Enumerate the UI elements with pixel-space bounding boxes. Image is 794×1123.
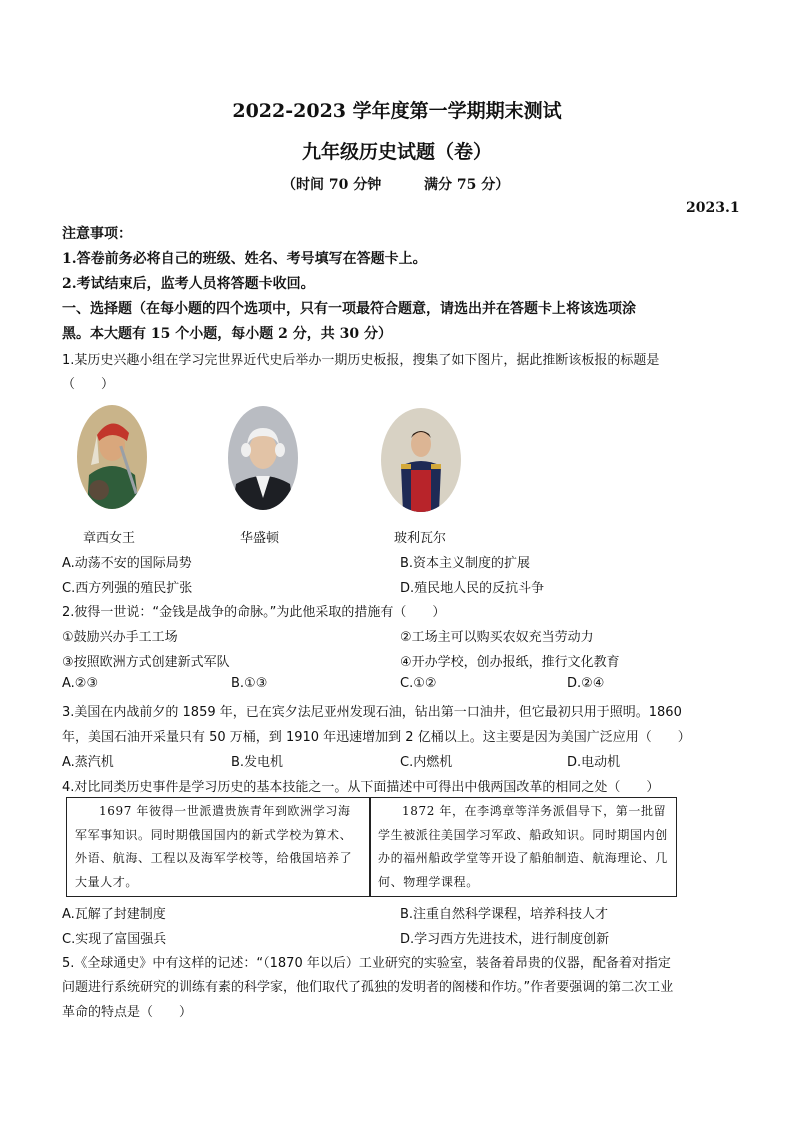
q4-russia-box — [66, 797, 371, 897]
caption-bolivar: 玻利瓦尔 — [394, 531, 447, 546]
q2-item-3: ③按照欧洲方式创建新式军队 — [62, 655, 230, 670]
section1-heading-line2: 黑。本大题有 15 个小题，每小题 2 分，共 30 分） — [62, 326, 392, 342]
time-info: （时间 70 分钟 — [282, 177, 382, 193]
note-item-2: 2.考试结束后，监考人员将答题卡收回。 — [62, 276, 315, 292]
section1-heading-line1: 一、选择题（在每小题的四个选项中，只有一项最符合题意，请选出并在答题卡上将该选项涂 — [62, 301, 636, 317]
q2-item-4: ④开办学校，创办报纸，推行文化教育 — [400, 655, 620, 670]
note-item-1: 1.答卷前务必将自己的班级、姓名、考号填写在答题卡上。 — [62, 251, 427, 267]
q2-item-1: ①鼓励兴办手工工场 — [62, 630, 178, 645]
caption-washington: 华盛顿 — [240, 531, 280, 546]
q1-option-a: A.动荡不安的国际局势 — [62, 556, 192, 571]
portrait-bolivar — [381, 408, 461, 512]
q3-option-d: D.电动机 — [567, 755, 621, 770]
q2-option-a: A.②③ — [62, 676, 99, 691]
q5-stem-line3: 革命的特点是（ ） — [62, 1005, 193, 1020]
q2-option-c: C.①② — [400, 676, 437, 691]
q4-stem: 4.对比同类历史事件是学习历史的基本技能之一。从下面描述中可得出中俄两国改革的相同之处（ ） — [62, 780, 660, 795]
q4-option-b: B.注重自然科学课程，培养科技人才 — [400, 907, 609, 922]
q1-stem-line1: 1.某历史兴趣小组在学习完世界近代史后举办一期历史板报，搜集了如下图片，据此推断该板报的标题是 — [62, 353, 660, 368]
q4-russia-text: 1697 年彼得一世派遣贵族青年到欧洲学习海军军事知识。同时期俄国国内的新式学校为算术、外语、航海、工程以及海军学校等，给俄国培养了大量人才。 — [75, 804, 353, 889]
q3-stem-line1: 3.美国在内战前夕的 1859 年，已在宾夕法尼亚州发现石油，钻出第一口油井，但它最初只用于照明。1860 — [62, 705, 682, 720]
caption-rani: 章西女王 — [83, 531, 136, 546]
q2-stem: 2.彼得一世说：“金钱是战争的命脉。”为此他采取的措施有（ ） — [62, 605, 446, 620]
q5-stem-line2: 问题进行系统研究的训练有素的科学家，他们取代了孤独的发明者的阁楼和作坊。”作者要强调的第二次工业 — [62, 980, 674, 995]
q2-option-b: B.①③ — [231, 676, 268, 691]
q4-option-a: A.瓦解了封建制度 — [62, 907, 166, 922]
q4-option-c: C.实现了富国强兵 — [62, 932, 167, 947]
portrait-rani-of-jhansi — [77, 405, 147, 509]
notes-heading: 注意事项： — [62, 226, 132, 242]
q1-option-b: B.资本主义制度的扩展 — [400, 556, 531, 571]
q3-option-a: A.蒸汽机 — [62, 755, 114, 770]
exam-title: 2022-2023 学年度第一学期期末测试 — [232, 100, 562, 122]
q3-option-b: B.发电机 — [231, 755, 284, 770]
exam-date: 2023.1 — [686, 200, 740, 216]
q4-china-text: 1872 年，在李鸿章等洋务派倡导下，第一批留学生被派往美国学习军政、船政知识。同时期国内创办的福州船政学堂等开设了船舶制造、航海理论、几何、物理学课程。 — [378, 804, 668, 889]
portrait-washington — [228, 406, 298, 510]
q5-stem-line1: 5.《全球通史》中有这样的记述：“（1870 年以后）工业研究的实验室，装备着昂贵的仪器，配备着对指定 — [62, 956, 671, 971]
exam-subtitle: 九年级历史试题（卷） — [301, 141, 492, 163]
q3-stem-line2: 年，美国石油开采量只有 50 万桶，到 1910 年迅速增加到 2 亿桶以上。这主要是因为美国广泛应用（ ） — [62, 730, 691, 745]
q4-china-box — [369, 797, 677, 897]
q1-stem-line2: （ ） — [62, 377, 115, 392]
q2-option-d: D.②④ — [567, 676, 605, 691]
q4-option-d: D.学习西方先进技术，进行制度创新 — [400, 932, 610, 947]
score-info: 满分 75 分） — [424, 177, 510, 193]
q1-option-c: C.西方列强的殖民扩张 — [62, 581, 193, 596]
q2-item-2: ②工场主可以购买农奴充当劳动力 — [400, 630, 594, 645]
q3-option-c: C.内燃机 — [400, 755, 453, 770]
q1-option-d: D.殖民地人民的反抗斗争 — [400, 581, 545, 596]
